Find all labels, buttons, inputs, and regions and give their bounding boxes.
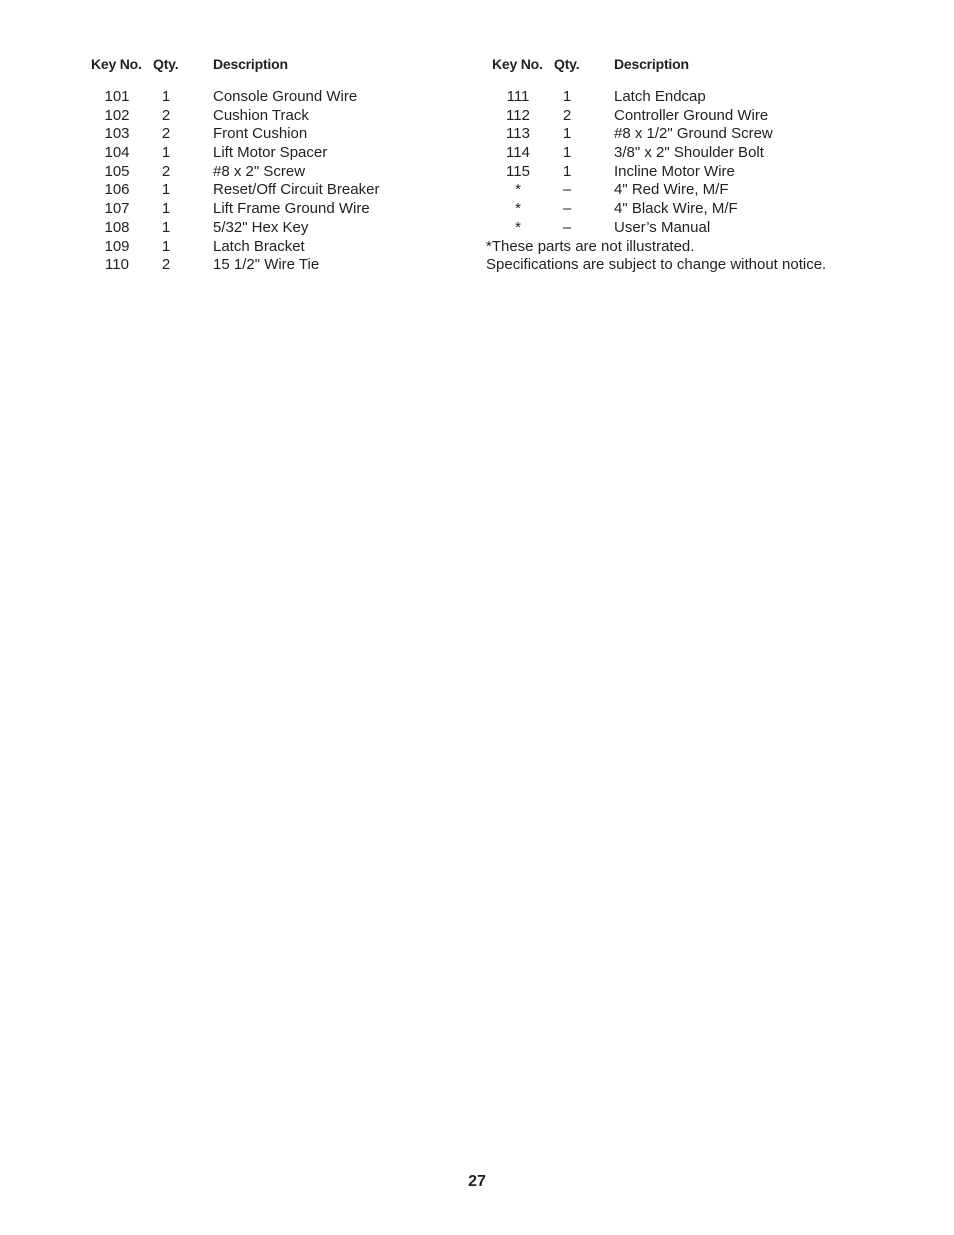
quantity: 1 [161,88,171,105]
key-number: 112 [506,106,530,124]
key-number: 114 [506,144,530,162]
key-number: 103 [104,125,130,143]
key-number: 102 [104,106,130,124]
part-description: 15 1/2" Wire Tie [213,256,320,274]
parts-list [486,88,906,238]
description-header: Description [213,56,288,72]
table-row [486,88,906,107]
part-description: #8 x 1/2" Ground Screw [614,125,773,143]
table-row [486,163,906,182]
qty-header: Qty. [554,56,580,72]
key-number: 105 [104,162,130,180]
part-description: Controller Ground Wire [614,106,769,124]
part-description: Latch Endcap [614,88,706,105]
part-description: Front Cushion [213,125,308,143]
key-number: * [515,218,521,236]
quantity: 1 [161,218,171,236]
not-illustrated-note: *These parts are not illustrated. [486,237,695,255]
quantity: 1 [161,200,171,218]
part-description: Cushion Track [213,106,309,124]
table-row [91,200,511,219]
key-number: 113 [506,125,530,143]
quantity: – [562,218,572,236]
part-description: 4" Black Wire, M/F [614,200,738,218]
table-row [486,219,906,238]
quantity: 1 [562,88,572,105]
part-description: Console Ground Wire [213,88,358,105]
quantity: 1 [161,237,171,255]
page-number: 27 [468,1173,486,1190]
key-number: 108 [104,218,130,236]
part-description: User’s Manual [614,218,711,236]
part-description: #8 x 2" Screw [213,162,306,180]
key-number: 110 [105,256,129,274]
table-row [91,88,511,107]
table-row [486,107,906,126]
key-number: 111 [506,88,530,105]
part-description: 4" Red Wire, M/F [614,181,729,199]
table-row [91,107,511,126]
quantity: 1 [161,181,171,199]
quantity: 1 [562,144,572,162]
key-number: * [515,181,521,199]
quantity: 2 [161,106,171,124]
table-row [91,144,511,163]
part-description: Incline Motor Wire [614,162,735,180]
table-row [91,181,511,200]
description-header: Description [614,56,689,72]
quantity: 1 [562,125,572,143]
table-row [91,125,511,144]
table-row [91,219,511,238]
key-number: 109 [104,237,130,255]
notes [486,238,906,275]
parts-list [91,88,511,275]
key-number: * [515,200,521,218]
table-row [486,125,906,144]
quantity: 2 [161,256,171,274]
key-number: 101 [104,88,130,105]
key-number: 104 [104,144,130,162]
part-description: Lift Frame Ground Wire [213,200,370,218]
quantity: 2 [562,106,572,124]
table-row [486,200,906,219]
part-description: 5/32" Hex Key [213,218,309,236]
part-description: Latch Bracket [213,237,305,255]
table-row [486,181,906,200]
quantity: 1 [562,162,572,180]
quantity: 2 [161,125,171,143]
quantity: – [562,181,572,199]
part-description: Reset/Off Circuit Breaker [213,181,380,199]
quantity: 2 [161,162,171,180]
key-no-header: Key No. [492,56,543,72]
qty-header: Qty. [153,56,179,72]
quantity: 1 [161,144,171,162]
quantity: – [562,200,572,218]
part-description: Lift Motor Spacer [213,144,328,162]
specifications-note: Specifications are subject to change without notice. [486,256,827,274]
key-number: 107 [104,200,130,218]
key-number: 115 [506,162,530,180]
table-row [486,144,906,163]
key-no-header: Key No. [91,56,142,72]
table-row [91,256,511,275]
table-row [91,163,511,182]
table-row [91,238,511,257]
key-number: 106 [104,181,130,199]
part-description: 3/8" x 2" Shoulder Bolt [614,144,764,162]
